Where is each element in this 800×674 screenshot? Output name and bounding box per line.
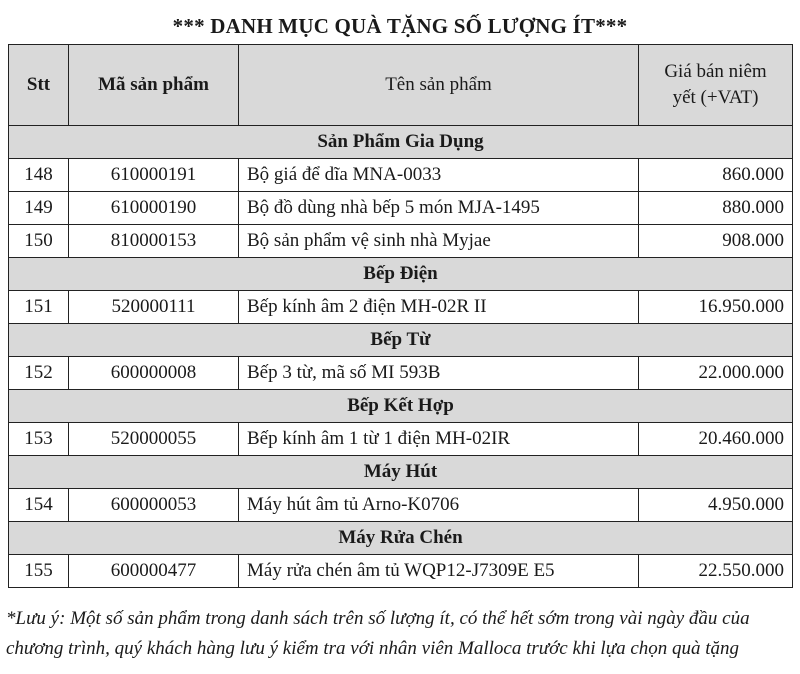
cell-product-name: Bộ sản phẩm vệ sinh nhà Myjae [239, 225, 639, 258]
cell-stt: 150 [9, 225, 69, 258]
cell-stt: 154 [9, 489, 69, 522]
cell-product-code: 810000153 [69, 225, 239, 258]
table-row [9, 291, 793, 324]
cell-product-code: 610000191 [69, 159, 239, 192]
category-label: Bếp Từ [9, 324, 793, 357]
table-row [9, 357, 793, 390]
cell-product-name: Bếp 3 từ, mã số MI 593B [239, 357, 639, 390]
footnote [6, 604, 796, 664]
cell-product-name: Máy rửa chén âm tủ WQP12-J7309E E5 [239, 555, 639, 588]
cell-stt: 155 [9, 555, 69, 588]
cell-price: 908.000 [639, 225, 793, 258]
cell-product-name: Bộ đồ dùng nhà bếp 5 món MJA-1495 [239, 192, 639, 225]
cell-stt: 151 [9, 291, 69, 324]
column-header-name: Tên sản phẩm [239, 45, 639, 126]
header-row [9, 45, 793, 126]
table-row [9, 159, 793, 192]
table-header [9, 45, 793, 126]
category-label: Bếp Kết Hợp [9, 390, 793, 423]
gift-table [8, 44, 793, 588]
cell-product-code: 520000055 [69, 423, 239, 456]
column-header-price-line2: yết (+VAT) [672, 87, 759, 108]
cell-price: 20.460.000 [639, 423, 793, 456]
cell-stt: 149 [9, 192, 69, 225]
category-row [9, 126, 793, 159]
category-row [9, 522, 793, 555]
column-header-code: Mã sản phẩm [69, 45, 239, 126]
table-row [9, 192, 793, 225]
cell-product-code: 600000008 [69, 357, 239, 390]
cell-product-code: 600000477 [69, 555, 239, 588]
cell-price: 4.950.000 [639, 489, 793, 522]
category-row [9, 390, 793, 423]
column-header-stt: Stt [9, 45, 69, 126]
table-row [9, 489, 793, 522]
cell-stt: 152 [9, 357, 69, 390]
column-header-price-line1: Giá bán niêm [664, 61, 767, 82]
cell-price: 16.950.000 [639, 291, 793, 324]
table-row [9, 423, 793, 456]
table-row [9, 555, 793, 588]
cell-product-code: 610000190 [69, 192, 239, 225]
cell-product-code: 520000111 [69, 291, 239, 324]
category-row [9, 324, 793, 357]
cell-product-name: Bộ giá để dĩa MNA-0033 [239, 159, 639, 192]
cell-product-name: Bếp kính âm 2 điện MH-02R II [239, 291, 639, 324]
cell-product-code: 600000053 [69, 489, 239, 522]
category-label: Sản Phẩm Gia Dụng [9, 126, 793, 159]
cell-price: 22.550.000 [639, 555, 793, 588]
column-header-price [639, 45, 793, 126]
footnote-line-1: *Lưu ý: Một số sản phẩm trong danh sách trên số lượng ít, có thể hết sớm trong vài ngày đầu của [6, 608, 750, 629]
category-label: Máy Hút [9, 456, 793, 489]
cell-product-name: Máy hút âm tủ Arno-K0706 [239, 489, 639, 522]
cell-price: 860.000 [639, 159, 793, 192]
page-title: *** DANH MỤC QUÀ TẶNG SỐ LƯỢNG ÍT*** [172, 14, 628, 38]
table-body [9, 126, 793, 588]
category-label: Máy Rửa Chén [9, 522, 793, 555]
table-row [9, 225, 793, 258]
category-label: Bếp Điện [9, 258, 793, 291]
cell-stt: 148 [9, 159, 69, 192]
category-row [9, 456, 793, 489]
category-row [9, 258, 793, 291]
cell-stt: 153 [9, 423, 69, 456]
cell-price: 22.000.000 [639, 357, 793, 390]
cell-product-name: Bếp kính âm 1 từ 1 điện MH-02IR [239, 423, 639, 456]
cell-price: 880.000 [639, 192, 793, 225]
footnote-line-2: chương trình, quý khách hàng lưu ý kiểm tra với nhân viên Malloca trước khi lựa chọn quà tặng [6, 638, 740, 659]
